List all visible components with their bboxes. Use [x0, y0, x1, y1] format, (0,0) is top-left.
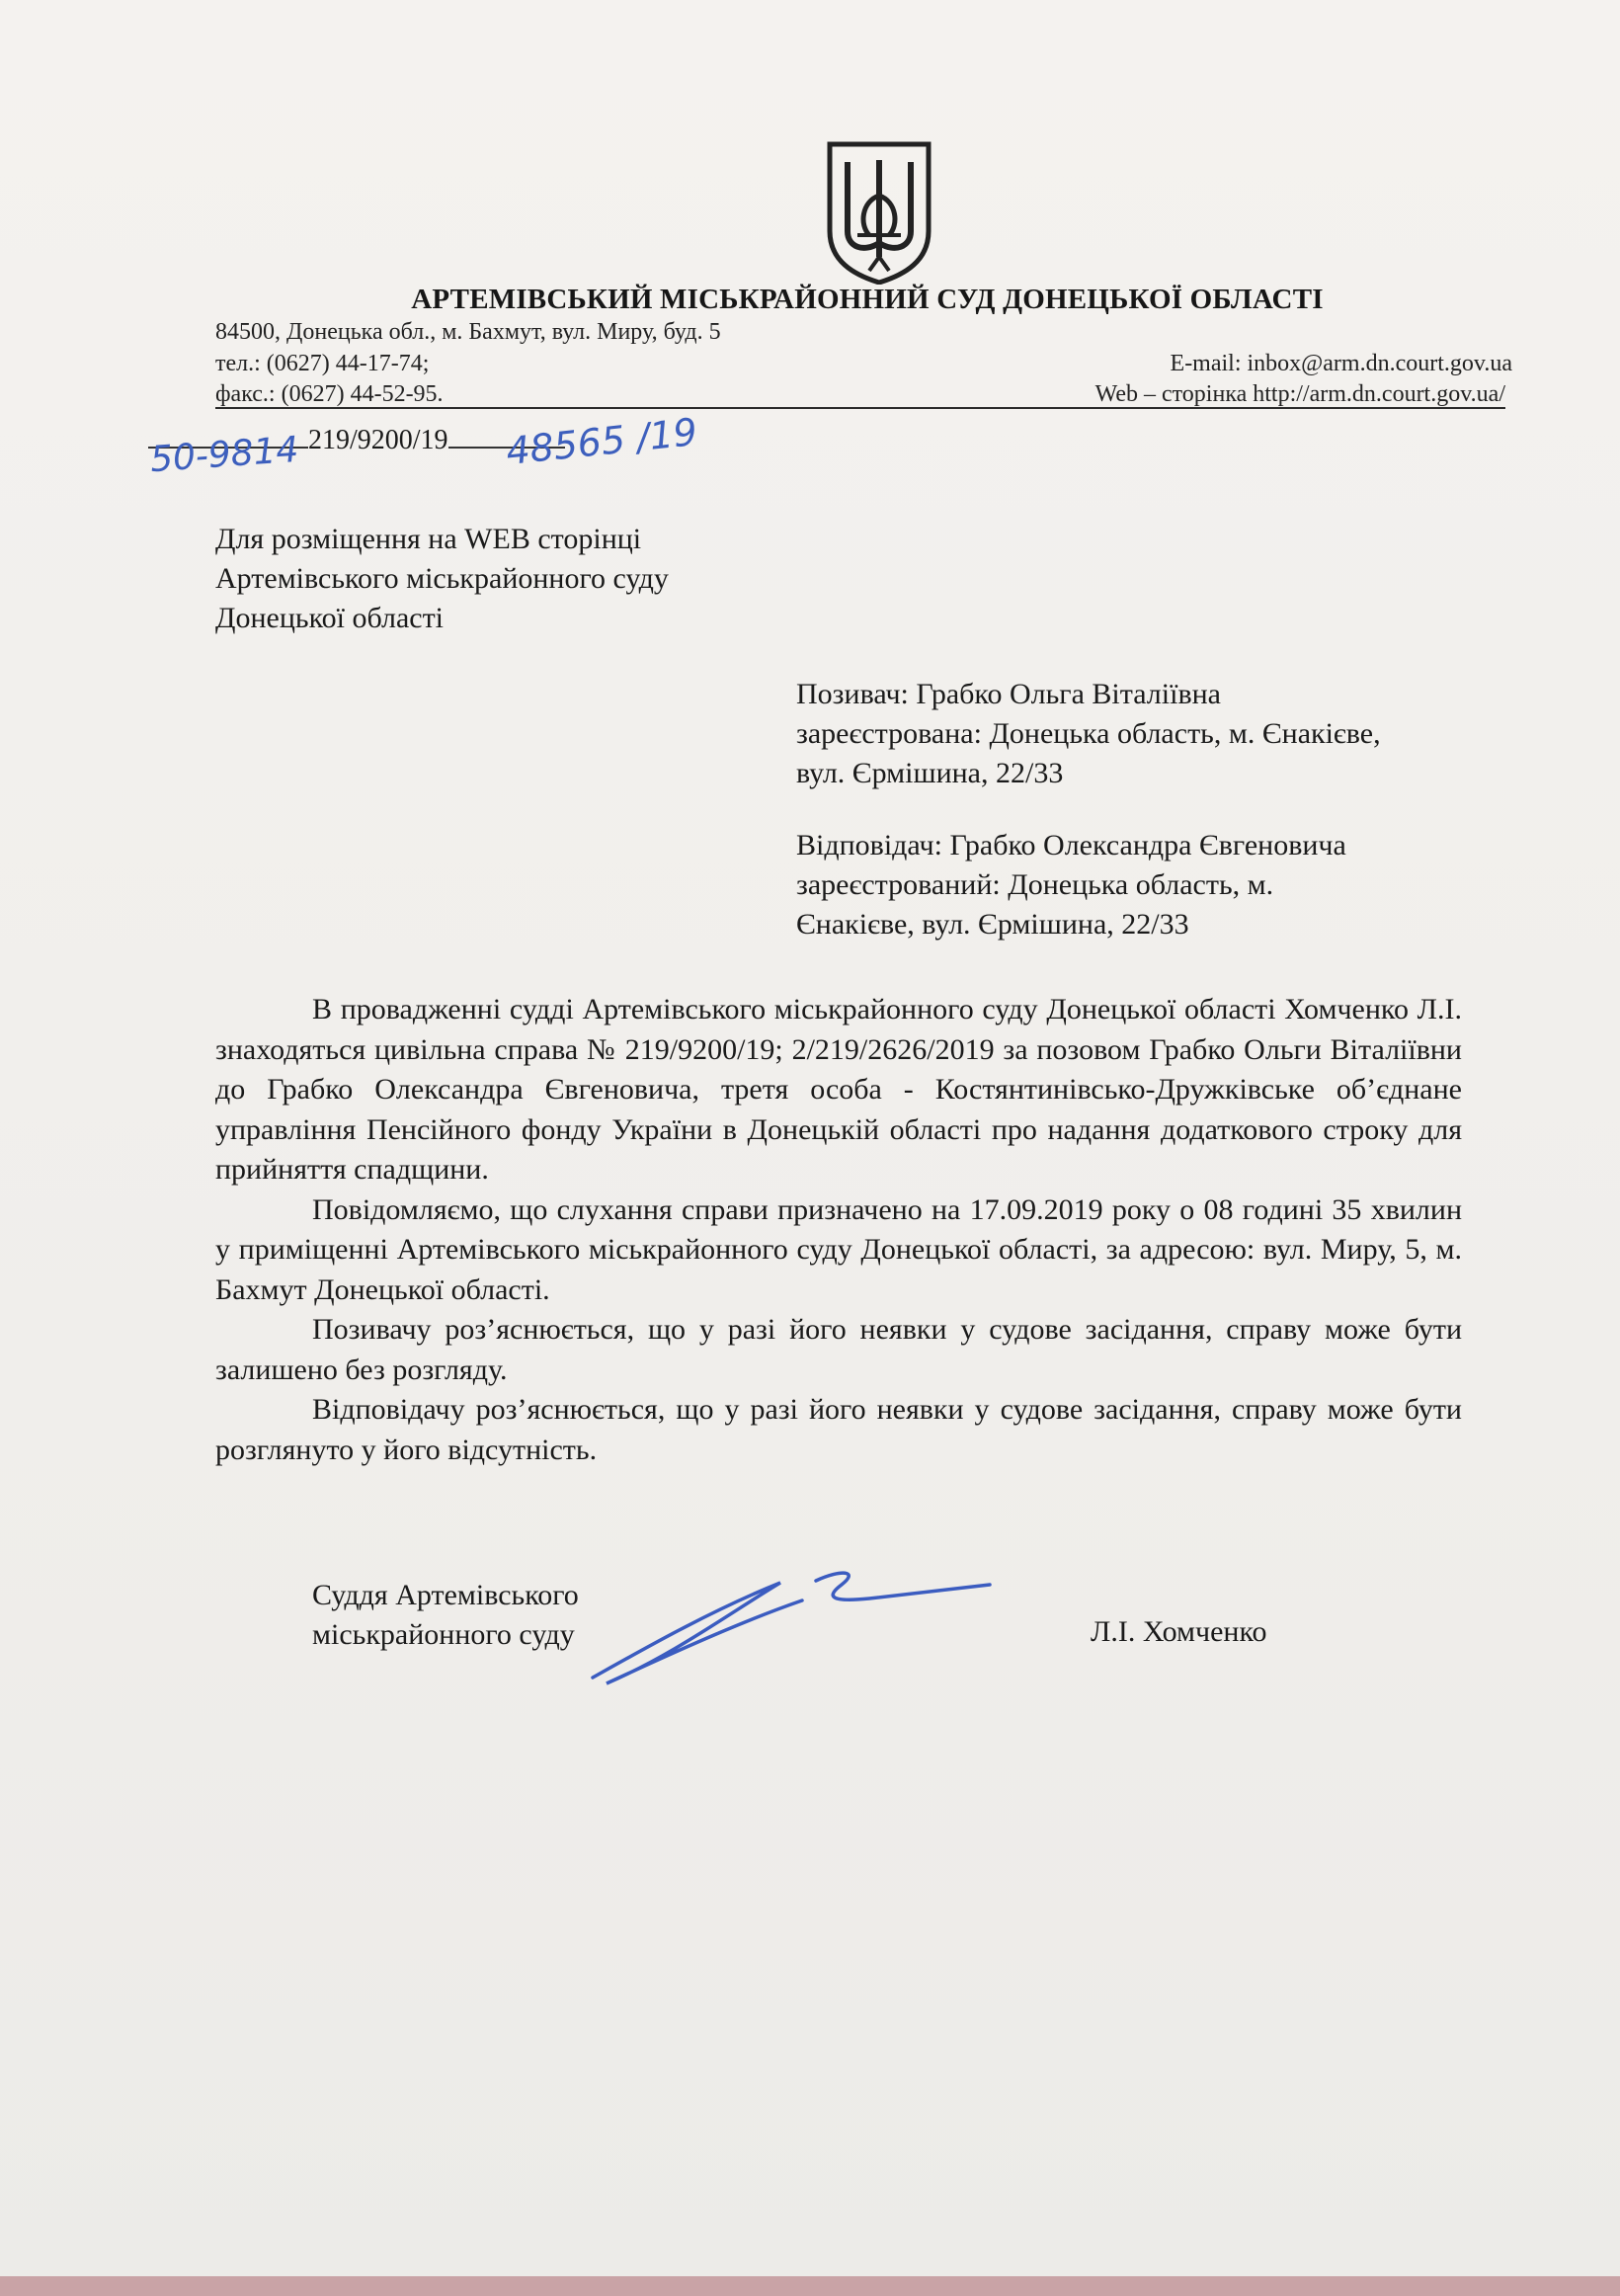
handwritten-prefix: 50-9814	[148, 429, 300, 481]
signer-title	[312, 1576, 579, 1655]
court-address: 84500, Донецька обл., м. Бахмут, вул. Миру, буд. 5	[215, 319, 721, 345]
court-web: Web – сторінка http://arm.dn.court.gov.ua/	[1094, 381, 1505, 407]
court-email: E-mail: inbox@arm.dn.court.gov.ua	[1170, 351, 1512, 376]
defendant-line: зареєстрований: Донецька область, м.	[796, 868, 1274, 901]
notice-body	[215, 990, 1462, 1470]
handwritten-signature	[583, 1561, 998, 1689]
addressee-line: Для розміщення на WEB сторінці	[215, 523, 642, 555]
defendant-line: Єнакієве, вул. Єрмішина, 22/33	[796, 908, 1189, 941]
body-paragraph: Відповідачу роз’яснюється, що у разі його неявки у судове засідання, справу може бути розглянуто у його відсутність.	[215, 1393, 1462, 1466]
body-paragraph: В провадженні судді Артемівського міськрайонного суду Донецької області Хомченко Л.І. знаходяться цивільна справа № 219/9200/19; 2/219/2626/2019 за позовом Грабко Ольги Віталіївни до Грабко Олександра Євгеновича, третя особа - Костянтинівсько-Дружківське об’єднане управління Пенсійного фонду України в Донецькій області про надання додаткового строку для прийняття спадщини.	[215, 993, 1462, 1186]
signer-name: Л.І. Хомченко	[1091, 1615, 1267, 1648]
plaintiff-line: вул. Єрмішина, 22/33	[796, 757, 1064, 789]
body-paragraph: Повідомляємо, що слухання справи призначено на 17.09.2019 року о 08 годині 35 хвилин у приміщенні Артемівського міськрайонного суду Донецької області, за адресою: вул. Миру, 5, м. Бахмут Донецької області.	[215, 1192, 1462, 1306]
header-rule	[215, 407, 1505, 409]
addressee-block	[215, 520, 669, 638]
plaintiff-line: Позивач: Грабко Ольга Віталіївна	[796, 678, 1221, 710]
defendant-line: Відповідач: Грабко Олександра Євгеновича	[796, 829, 1346, 861]
court-phone: тел.: (0627) 44-17-74;	[215, 351, 430, 376]
plaintiff-line: зареєстрована: Донецька область, м. Єнакієве,	[796, 717, 1381, 750]
signer-title-line: міськрайонного суду	[312, 1618, 575, 1651]
defendant-block	[796, 826, 1346, 944]
scan-edge-strip	[0, 2276, 1620, 2296]
body-paragraph: Позивачу роз’яснюється, що у разі його неявки у судове засідання, справу може бути залишено без розгляду.	[215, 1313, 1462, 1386]
addressee-line: Донецької області	[215, 602, 445, 634]
signer-title-line: Суддя Артемівського	[312, 1579, 579, 1611]
plaintiff-block	[796, 675, 1381, 793]
case-number: 219/9200/19	[308, 425, 448, 455]
handwritten-suffix: 48565 /19	[504, 409, 699, 474]
trident-emblem-icon	[824, 140, 934, 285]
court-fax: факс.: (0627) 44-52-95.	[215, 381, 444, 407]
addressee-line: Артемівського міськрайонного суду	[215, 562, 669, 595]
court-title: АРТЕМІВСЬКИЙ МІСЬКРАЙОННИЙ СУД ДОНЕЦЬКОЇ ОБЛАСТІ	[411, 284, 1324, 315]
